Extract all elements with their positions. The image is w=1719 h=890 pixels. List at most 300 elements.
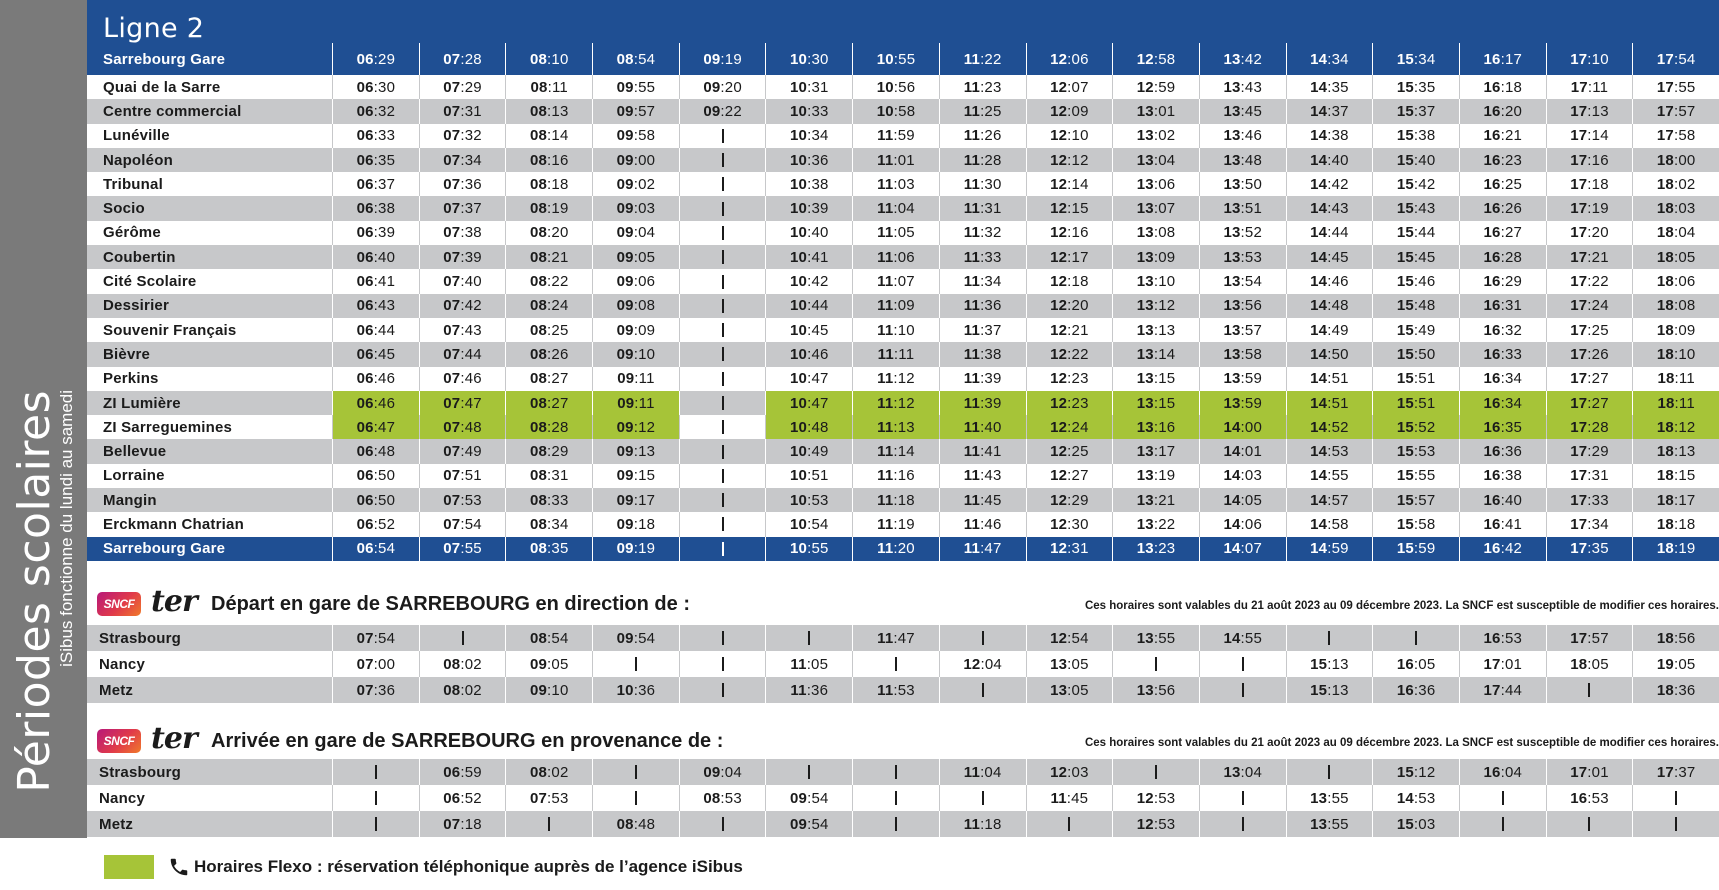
time-cell: 16 :23	[1459, 148, 1546, 172]
stop-name: Lunéville	[103, 127, 170, 145]
time-cell: 14 :46	[1286, 269, 1373, 293]
time-cell: 14 :01	[1199, 439, 1286, 463]
time-cell: 11 :47	[939, 537, 1026, 561]
no-service-bar	[1588, 817, 1590, 831]
time-cell: 07 :38	[419, 221, 506, 245]
stop-name: Strasbourg	[99, 763, 182, 781]
time-cell: 09 :54	[765, 811, 852, 837]
no-service-bar	[1242, 683, 1244, 697]
time-cell: 12 :25	[1026, 439, 1113, 463]
time-cell: 15 :38	[1372, 124, 1459, 148]
time-cell: 17 :29	[1546, 439, 1633, 463]
time-cell: 08 :48	[592, 811, 679, 837]
header-time-cell: 08 :54	[592, 43, 679, 75]
time-cell: 11 :20	[852, 537, 939, 561]
time-cell: 08 :19	[505, 196, 592, 220]
time-cell: 11 :40	[939, 415, 1026, 439]
header-time-cell: 08 :10	[505, 43, 592, 75]
time-cell: 06 :37	[332, 172, 419, 196]
time-cell: 06 :40	[332, 245, 419, 269]
header-time-cell: 15 :34	[1372, 43, 1459, 75]
time-cell: 10 :33	[765, 99, 852, 123]
time-cell: 12 :22	[1026, 342, 1113, 366]
time-cell: 06 :35	[332, 148, 419, 172]
no-service-bar	[722, 250, 724, 264]
time-cell: 15 :12	[1372, 759, 1459, 785]
time-cell: 10 :41	[765, 245, 852, 269]
time-cell: 11 :33	[939, 245, 1026, 269]
time-cell: 06 :45	[332, 342, 419, 366]
time-cell: 11 :10	[852, 318, 939, 342]
table-row	[87, 148, 1719, 172]
table-row	[87, 415, 1719, 439]
time-cell: 06 :47	[332, 415, 419, 439]
time-cell: 09 :55	[592, 75, 679, 99]
time-cell: 13 :55	[1286, 811, 1373, 837]
time-cell: 14 :42	[1286, 172, 1373, 196]
time-cell	[939, 625, 1026, 651]
stop-name: Cité Scolaire	[103, 273, 197, 291]
table-row	[87, 625, 1719, 651]
header-time-cell: 10 :55	[852, 43, 939, 75]
stop-name: Lorraine	[103, 467, 165, 485]
time-cell: 08 :25	[505, 318, 592, 342]
time-cell: 15 :48	[1372, 294, 1459, 318]
time-cell: 16 :21	[1459, 124, 1546, 148]
time-cell: 17 :27	[1546, 391, 1633, 415]
time-cell: 11 :45	[939, 488, 1026, 512]
time-cell	[852, 651, 939, 677]
time-cell: 10 :40	[765, 221, 852, 245]
no-service-bar	[722, 202, 724, 216]
header-time-cell: 16 :17	[1459, 43, 1546, 75]
table-row	[87, 651, 1719, 677]
time-cell: 12 :16	[1026, 221, 1113, 245]
time-cell: 16 :53	[1459, 625, 1546, 651]
time-cell: 12 :31	[1026, 537, 1113, 561]
header-time-cell: 13 :42	[1199, 43, 1286, 75]
time-cell: 18 :09	[1632, 318, 1719, 342]
departure-table	[87, 625, 1719, 703]
time-cell	[679, 196, 766, 220]
stop-name: Nancy	[99, 655, 146, 673]
time-cell: 11 :04	[852, 196, 939, 220]
time-cell: 11 :16	[852, 464, 939, 488]
time-cell: 08 :31	[505, 464, 592, 488]
time-cell: 10 :53	[765, 488, 852, 512]
time-cell: 16 :36	[1372, 677, 1459, 703]
time-cell: 10 :56	[852, 75, 939, 99]
time-cell: 14 :57	[1286, 488, 1373, 512]
time-cell: 11 :18	[852, 488, 939, 512]
no-service-bar	[722, 129, 724, 143]
no-service-bar	[462, 631, 464, 645]
time-cell: 14 :06	[1199, 512, 1286, 536]
time-cell: 12 :54	[1026, 625, 1113, 651]
time-cell: 17 :21	[1546, 245, 1633, 269]
time-cell: 13 :55	[1286, 785, 1373, 811]
time-cell: 08 :24	[505, 294, 592, 318]
time-cell	[765, 759, 852, 785]
time-cell: 07 :53	[419, 488, 506, 512]
time-cell: 09 :54	[765, 785, 852, 811]
time-cell: 07 :55	[419, 537, 506, 561]
time-cell: 17 :31	[1546, 464, 1633, 488]
time-cell	[679, 269, 766, 293]
time-cell: 15 :13	[1286, 651, 1373, 677]
time-cell: 17 :57	[1546, 625, 1633, 651]
header-time-cell: 17 :10	[1546, 43, 1633, 75]
time-cell: 14 :55	[1286, 464, 1373, 488]
time-cell: 09 :18	[592, 512, 679, 536]
table-row	[87, 439, 1719, 463]
time-cell: 10 :55	[765, 537, 852, 561]
time-cell	[1459, 811, 1546, 837]
time-cell: 07 :18	[419, 811, 506, 837]
time-cell: 13 :12	[1112, 294, 1199, 318]
table-row	[87, 391, 1719, 415]
bus-timetable-header	[87, 0, 1719, 75]
time-cell	[1199, 785, 1286, 811]
time-cell: 08 :35	[505, 537, 592, 561]
time-cell: 11 :31	[939, 196, 1026, 220]
flexo-swatch	[104, 855, 154, 879]
time-cell: 09 :58	[592, 124, 679, 148]
table-row	[87, 342, 1719, 366]
time-cell: 15 :46	[1372, 269, 1459, 293]
table-row	[87, 464, 1719, 488]
departure-validity-note: Ces horaires sont valables du 21 août 2023 au 09 décembre 2023. La SNCF est susceptible de modifier ces horaires.	[1084, 600, 1719, 612]
time-cell: 17 :33	[1546, 488, 1633, 512]
table-row	[87, 99, 1719, 123]
no-service-bar	[722, 372, 724, 386]
no-service-bar	[375, 791, 377, 805]
time-cell: 07 :54	[419, 512, 506, 536]
time-cell: 11 :46	[939, 512, 1026, 536]
time-cell: 11 :43	[939, 464, 1026, 488]
time-cell: 06 :52	[419, 785, 506, 811]
legend-text: Horaires Flexo : réservation téléphonique auprès de l’agence iSibus	[194, 857, 743, 876]
time-cell	[592, 759, 679, 785]
time-cell: 17 :01	[1459, 651, 1546, 677]
time-cell: 07 :44	[419, 342, 506, 366]
stop-name: Bellevue	[103, 443, 167, 461]
time-cell: 10 :44	[765, 294, 852, 318]
time-cell: 08 :26	[505, 342, 592, 366]
no-service-bar	[635, 765, 637, 779]
time-cell: 13 :51	[1199, 196, 1286, 220]
time-cell: 16 :32	[1459, 318, 1546, 342]
time-cell: 15 :59	[1372, 537, 1459, 561]
no-service-bar	[635, 657, 637, 671]
time-cell: 15 :03	[1372, 811, 1459, 837]
time-cell: 18 :00	[1632, 148, 1719, 172]
time-cell: 16 :20	[1459, 99, 1546, 123]
time-cell: 13 :13	[1112, 318, 1199, 342]
header-stop-name: Sarrebourg Gare	[103, 50, 226, 68]
time-cell	[1632, 811, 1719, 837]
time-cell: 18 :04	[1632, 221, 1719, 245]
time-cell	[1026, 811, 1113, 837]
time-cell: 09 :04	[679, 759, 766, 785]
ter-logo: ter	[151, 584, 197, 619]
time-cell: 11 :34	[939, 269, 1026, 293]
no-service-bar	[722, 299, 724, 313]
header-time-cell: 12 :58	[1112, 43, 1199, 75]
time-cell: 07 :29	[419, 75, 506, 99]
bus-timetable	[87, 75, 1719, 561]
time-cell: 15 :57	[1372, 488, 1459, 512]
time-cell: 09 :13	[592, 439, 679, 463]
time-cell	[679, 367, 766, 391]
time-cell	[679, 245, 766, 269]
legend	[104, 855, 743, 879]
time-cell	[939, 677, 1026, 703]
no-service-bar	[722, 517, 724, 531]
time-cell: 12 :23	[1026, 391, 1113, 415]
time-cell: 09 :19	[592, 537, 679, 561]
time-cell: 14 :05	[1199, 488, 1286, 512]
time-cell: 07 :37	[419, 196, 506, 220]
time-cell: 14 :03	[1199, 464, 1286, 488]
time-cell: 07 :48	[419, 415, 506, 439]
time-cell	[419, 625, 506, 651]
time-cell: 09 :54	[592, 625, 679, 651]
time-cell: 11 :06	[852, 245, 939, 269]
time-cell: 11 :26	[939, 124, 1026, 148]
stop-name: Gérôme	[103, 224, 161, 242]
time-cell: 07 :47	[419, 391, 506, 415]
time-cell: 13 :10	[1112, 269, 1199, 293]
time-cell: 13 :55	[1112, 625, 1199, 651]
sncf-logo: SNCF	[97, 592, 141, 616]
time-cell: 13 :53	[1199, 245, 1286, 269]
time-cell	[332, 785, 419, 811]
time-cell: 14 :55	[1199, 625, 1286, 651]
time-cell: 16 :42	[1459, 537, 1546, 561]
time-cell: 12 :15	[1026, 196, 1113, 220]
time-cell: 12 :14	[1026, 172, 1113, 196]
time-cell: 07 :49	[419, 439, 506, 463]
no-service-bar	[722, 493, 724, 507]
time-cell: 07 :39	[419, 245, 506, 269]
time-cell: 07 :43	[419, 318, 506, 342]
time-cell: 12 :23	[1026, 367, 1113, 391]
table-row	[87, 294, 1719, 318]
no-service-bar	[722, 396, 724, 410]
header-time-cell: 17 :54	[1632, 43, 1719, 75]
time-cell	[679, 537, 766, 561]
time-cell	[679, 677, 766, 703]
time-cell: 12 :30	[1026, 512, 1113, 536]
time-cell: 10 :39	[765, 196, 852, 220]
time-cell: 10 :48	[765, 415, 852, 439]
table-row	[87, 367, 1719, 391]
side-label	[0, 0, 87, 838]
time-cell: 14 :45	[1286, 245, 1373, 269]
arrival-validity-note: Ces horaires sont valables du 21 août 2023 au 09 décembre 2023. La SNCF est susceptible de modifier ces horaires.	[1084, 737, 1719, 749]
time-cell: 13 :04	[1199, 759, 1286, 785]
time-cell: 13 :43	[1199, 75, 1286, 99]
time-cell: 08 :20	[505, 221, 592, 245]
time-cell: 12 :59	[1112, 75, 1199, 99]
time-cell: 13 :16	[1112, 415, 1199, 439]
time-cell: 14 :44	[1286, 221, 1373, 245]
time-cell: 13 :01	[1112, 99, 1199, 123]
time-cell: 14 :50	[1286, 342, 1373, 366]
time-cell: 14 :51	[1286, 367, 1373, 391]
time-cell: 13 :45	[1199, 99, 1286, 123]
time-cell: 13 :04	[1112, 148, 1199, 172]
table-row	[87, 811, 1719, 837]
time-cell	[1112, 759, 1199, 785]
arrival-heading	[87, 721, 1719, 757]
time-cell: 15 :35	[1372, 75, 1459, 99]
header-time-cell: 09 :19	[679, 43, 766, 75]
time-cell: 08 :27	[505, 367, 592, 391]
time-cell: 12 :53	[1112, 785, 1199, 811]
time-cell: 13 :14	[1112, 342, 1199, 366]
time-cell: 17 :20	[1546, 221, 1633, 245]
no-service-bar	[1242, 657, 1244, 671]
no-service-bar	[722, 177, 724, 191]
time-cell: 13 :17	[1112, 439, 1199, 463]
time-cell: 11 :45	[1026, 785, 1113, 811]
time-cell	[679, 464, 766, 488]
time-cell: 08 :14	[505, 124, 592, 148]
time-cell: 08 :22	[505, 269, 592, 293]
line-title: Ligne 2	[103, 13, 205, 44]
no-service-bar	[982, 631, 984, 645]
time-cell	[1199, 651, 1286, 677]
time-cell: 10 :51	[765, 464, 852, 488]
time-cell: 09 :11	[592, 391, 679, 415]
time-cell: 17 :28	[1546, 415, 1633, 439]
no-service-bar	[722, 420, 724, 434]
time-cell	[1286, 759, 1373, 785]
time-cell: 09 :10	[505, 677, 592, 703]
time-cell: 16 :53	[1546, 785, 1633, 811]
time-cell: 06 :46	[332, 367, 419, 391]
time-cell	[679, 488, 766, 512]
time-cell	[1632, 785, 1719, 811]
time-cell: 15 :13	[1286, 677, 1373, 703]
time-cell: 13 :21	[1112, 488, 1199, 512]
time-cell: 08 :16	[505, 148, 592, 172]
time-cell: 08 :11	[505, 75, 592, 99]
header-time-cell: 06 :29	[332, 43, 419, 75]
no-service-bar	[982, 683, 984, 697]
time-cell: 07 :53	[505, 785, 592, 811]
time-cell: 13 :09	[1112, 245, 1199, 269]
time-cell: 09 :09	[592, 318, 679, 342]
table-row	[87, 75, 1719, 99]
time-cell	[852, 811, 939, 837]
time-cell: 17 :16	[1546, 148, 1633, 172]
time-cell: 14 :58	[1286, 512, 1373, 536]
stop-name: Bièvre	[103, 345, 151, 363]
time-cell: 08 :28	[505, 415, 592, 439]
time-cell: 10 :36	[592, 677, 679, 703]
time-cell: 06 :39	[332, 221, 419, 245]
time-cell: 13 :46	[1199, 124, 1286, 148]
side-subtitle: iSibus fonctionne du lundi au samedi	[56, 390, 76, 667]
time-cell: 12 :09	[1026, 99, 1113, 123]
time-cell: 18 :15	[1632, 464, 1719, 488]
no-service-bar	[375, 765, 377, 779]
time-cell: 11 :32	[939, 221, 1026, 245]
time-cell	[679, 221, 766, 245]
time-cell: 16 :28	[1459, 245, 1546, 269]
time-cell: 11 :13	[852, 415, 939, 439]
table-row	[87, 196, 1719, 220]
time-cell	[679, 318, 766, 342]
time-cell	[679, 172, 766, 196]
time-cell: 17 :01	[1546, 759, 1633, 785]
time-cell: 11 :59	[852, 124, 939, 148]
time-cell: 06 :46	[332, 391, 419, 415]
time-cell: 13 :15	[1112, 367, 1199, 391]
ter-logo: ter	[151, 721, 197, 756]
time-cell: 11 :36	[939, 294, 1026, 318]
time-cell: 06 :32	[332, 99, 419, 123]
time-cell: 11 :28	[939, 148, 1026, 172]
stop-name: Coubertin	[103, 248, 176, 266]
time-cell: 14 :00	[1199, 415, 1286, 439]
time-cell: 12 :12	[1026, 148, 1113, 172]
no-service-bar	[1588, 683, 1590, 697]
no-service-bar	[722, 445, 724, 459]
time-cell: 11 :41	[939, 439, 1026, 463]
time-cell: 12 :04	[939, 651, 1026, 677]
time-cell: 07 :34	[419, 148, 506, 172]
time-cell: 15 :52	[1372, 415, 1459, 439]
time-cell: 13 :06	[1112, 172, 1199, 196]
no-service-bar	[722, 542, 724, 556]
time-cell	[679, 342, 766, 366]
time-cell: 09 :00	[592, 148, 679, 172]
time-cell: 11 :12	[852, 367, 939, 391]
time-cell: 16 :04	[1459, 759, 1546, 785]
time-cell: 10 :47	[765, 391, 852, 415]
stop-name: Centre commercial	[103, 102, 242, 120]
time-cell: 16 :27	[1459, 221, 1546, 245]
time-cell: 09 :22	[679, 99, 766, 123]
time-cell: 12 :20	[1026, 294, 1113, 318]
time-cell: 09 :11	[592, 367, 679, 391]
time-cell: 09 :12	[592, 415, 679, 439]
time-cell: 10 :38	[765, 172, 852, 196]
time-cell: 11 :19	[852, 512, 939, 536]
time-cell: 06 :33	[332, 124, 419, 148]
time-cell: 12 :24	[1026, 415, 1113, 439]
time-cell: 17 :22	[1546, 269, 1633, 293]
time-cell	[1372, 625, 1459, 651]
time-cell: 16 :31	[1459, 294, 1546, 318]
time-cell	[1459, 785, 1546, 811]
time-cell: 13 :05	[1026, 677, 1113, 703]
no-service-bar	[982, 791, 984, 805]
time-cell: 10 :46	[765, 342, 852, 366]
time-cell: 15 :50	[1372, 342, 1459, 366]
time-cell: 15 :58	[1372, 512, 1459, 536]
time-cell: 16 :29	[1459, 269, 1546, 293]
no-service-bar	[1328, 631, 1330, 645]
time-cell: 09 :20	[679, 75, 766, 99]
time-cell: 15 :51	[1372, 367, 1459, 391]
time-cell: 11 :53	[852, 677, 939, 703]
time-cell: 16 :26	[1459, 196, 1546, 220]
